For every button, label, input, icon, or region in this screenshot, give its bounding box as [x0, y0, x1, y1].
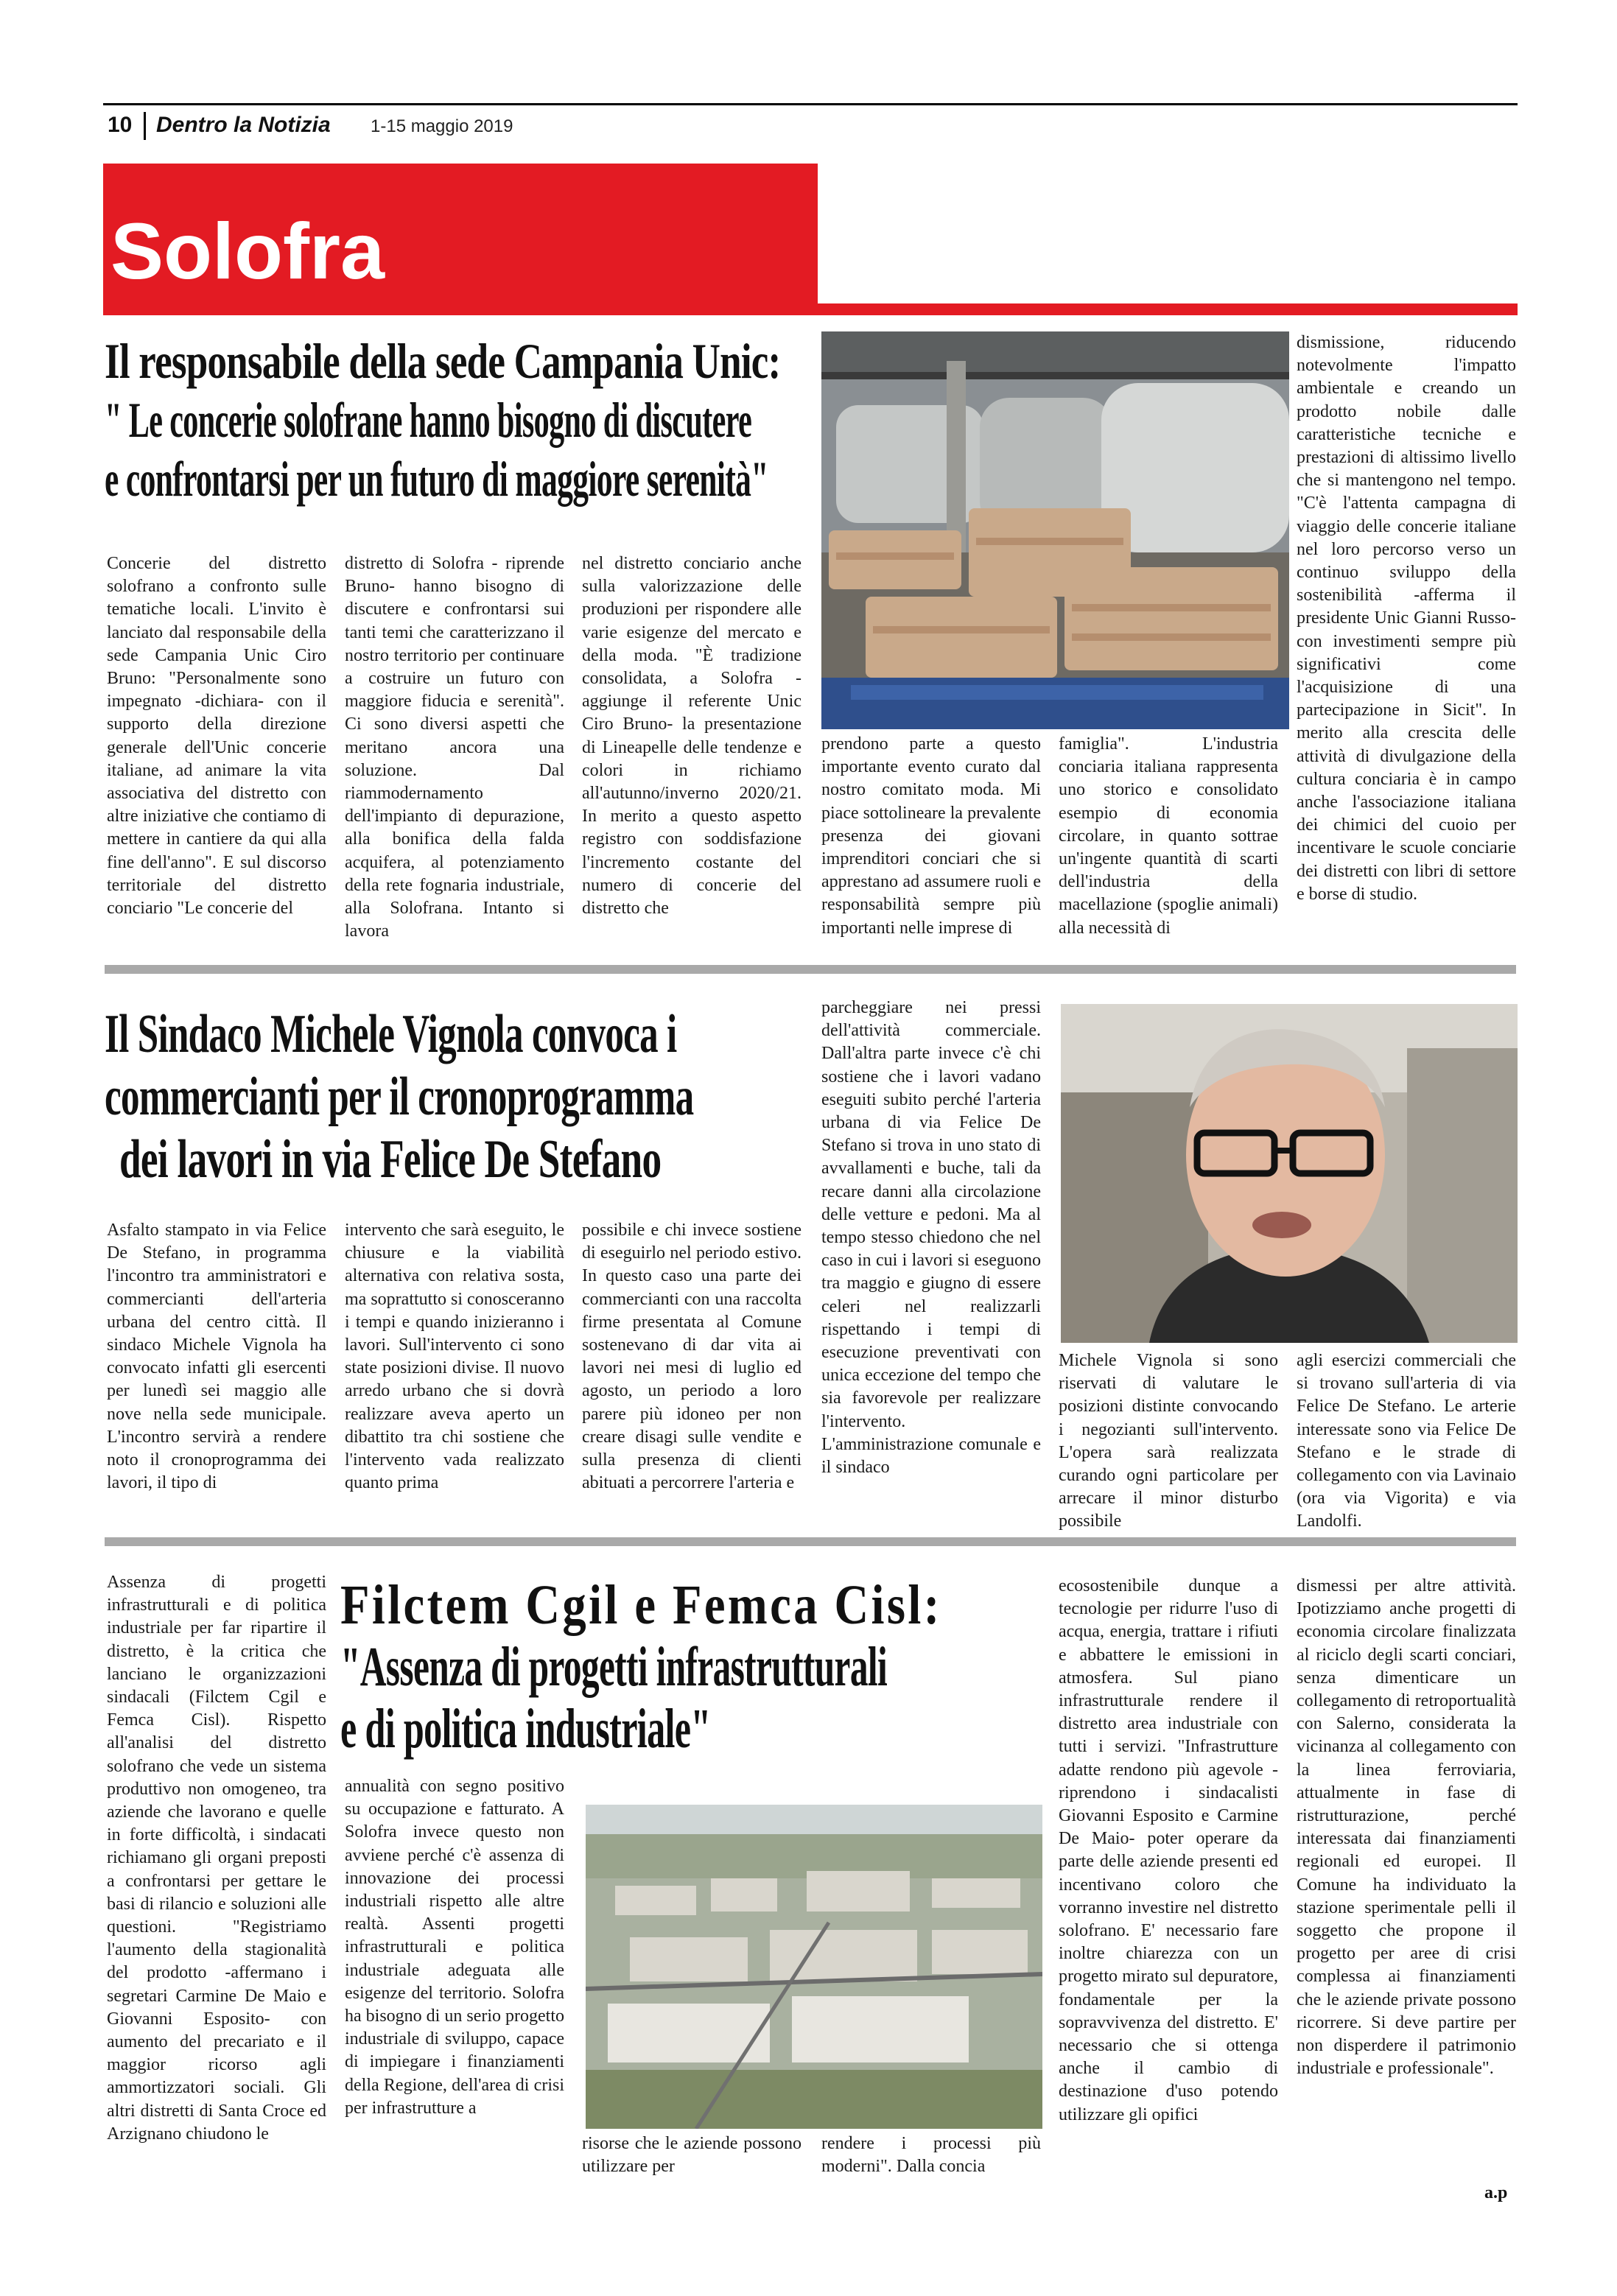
section-divider-1 [105, 965, 1516, 974]
page-number: 10 [108, 113, 133, 137]
article2-headline-line1: Il Sindaco Michele Vignola convoca i [105, 1004, 677, 1064]
header-top-rule [103, 103, 1518, 105]
article2-headline-line3: dei lavori in via Felice De Stefano [119, 1129, 662, 1190]
industrial-area-photo [586, 1805, 1042, 2129]
tannery-photo [821, 331, 1289, 729]
article2-headline-line2: commercianti per il cronoprogramma [105, 1067, 694, 1127]
tannery-photo-illustration [821, 331, 1289, 729]
article3-headline-line1: Filctem Cgil e Femca Cisl: [340, 1574, 942, 1636]
article3-col1: Assenza di progetti infrastrutturali e di politica industriale per far ripartire il distretto, è la critica che lanciano le organizzazioni sindacali (Filctem Cgil e Femca Cisl). Rispetto all'analisi del distretto solofrano che vede un sistema produttivo non omogeneo, tra aziende che lavorano e quelle in forte difficoltà, i sindacati richiamano gli organi preposti a confrontarsi per gettare le basi di rilancio e soluzioni alle questioni. "Registriamo l'aumento della stagionalità del prodotto -affermano i segretari Carmine De Maio e Giovanni Esposito- con aumento del precariato e il maggior ricorso agli ammortizzatori sociali. Gli altri distretti di Santa Croce ed Arzignano chiudono le [107, 1573, 326, 2144]
article3-col3: risorse che le aziende possono utilizzare per [582, 2134, 802, 2177]
article2-col5: Michele Vignola si sono riservati di valutare le posizioni distinte convocando i negozianti sull'intervento. L'opera sarà realizzata curando ogni particolare per arrecare il minor disturbo possibile [1059, 1351, 1278, 1531]
article1-headline-line3: e confrontarsi per un futuro di maggiore serenità" [105, 451, 768, 507]
article3-headline-line3: e di politica industriale" [340, 1698, 711, 1760]
section-divider-2 [105, 1537, 1516, 1546]
article3-headline-line2: "Assenza di progetti infrastrutturali [340, 1636, 888, 1698]
publication-name: Dentro la Notizia [156, 113, 331, 137]
header-separator [144, 112, 146, 140]
industrial-area-illustration [586, 1805, 1042, 2129]
article2-col6: agli esercizi commerciali che si trovano sull'arteria di via Felice De Stefano. Le arterie interessate sono via Felice De Stefano e le strade di collegamento con via Lavinaio (ora via Vigorita) e via Landolfi. [1297, 1351, 1516, 1531]
article1-col3: nel distretto conciario anche sulla valorizzazione delle produzioni per rispondere alle varie esigenze del mercato e della moda. "È tradizione consolidata, a Solofra - aggiunge il referente Unic Ciro Bruno- la presentazione di Lineapelle delle tendenze e colori in richiamo all'autunno/inverno 2020/21. In merito a questo aspetto registro con soddisfazione l'incremento costante del numero di concerie del distretto che [582, 554, 802, 919]
article2-col3: possibile e chi invece sostiene di eseguirlo nel periodo estivo. In questo caso una parte dei commercianti con una raccolta firme presentata al Comune sostenevano di dar vita ai lavori nei mesi di luglio ed agosto, un periodo a loro parere più idoneo per non creare disagi sulle vendite e sulla presenza di clienti abituati a percorrere l'arteria e [582, 1221, 802, 1493]
article1-col5: famiglia". L'industria conciaria italiana rappresenta uno storico e consolidato esempio di economia circolare, in quanto sottrae un'ingente quantità di scarti dell'industria della macellazione (spoglie animali) alla necessità di [1059, 734, 1278, 938]
article2-col1: Asfalto stampato in via Felice De Stefano, in programma l'incontro tra amministratori e commercianti dell'arteria urbana del centro città. Il sindaco Michele Vignola ha convocato infatti gli esercenti per lunedì sei maggio alle nove nella sede municipale. L'incontro servirà a rendere noto il cronoprogramma dei lavori, il tipo di [107, 1221, 326, 1493]
article2-col4: parcheggiare nei pressi dell'attività commerciale. Dall'altra parte invece c'è chi sostiene che i lavori vadano eseguiti subito perché l'arteria urbana di via Felice De Stefano si trova in uno stato di avvallamenti e buche, tali da recare danni alla circolazione delle vetture e pedoni. Ma al tempo stesso chiedono che nel caso in cui i lavori si eseguono tra maggio e giugno di essere celeri nel realizzarli rispettando i tempi di esecuzione preventivati con unica eccezione del tempo che sia favorevole per realizzare l'intervento. L'amministrazione comunale e il sindaco [821, 998, 1041, 1478]
article1-headline-line2: " Le concerie solofrane hanno bisogno di discutere [105, 392, 752, 448]
article1-col4: prendono parte a questo importante evento curato dal nostro comitato moda. Mi piace sottolineare la prevalente presenza dei giovani imprenditori conciari che si apprestano ad assumere ruoli e responsabilità sempre più importanti nelle imprese di [821, 734, 1041, 938]
section-title: Solofra [111, 206, 385, 295]
article1-col1: Concerie del distretto solofrano a confronto sulle tematiche locali. L'invito è lanciato dal responsabile della sede Campania Unic Ciro Bruno: "Personalmente sono impegnato -dichiara- con il supporto della direzione generale dell'Unic concerie italiane, ad animare la vita associativa del distretto con altre iniziative che contiamo di mettere in cantiere da qui alla fine dell'anno". E sul discorso territoriale del distretto conciario "Le concerie del [107, 554, 326, 919]
article3-col2: annualità con segno positivo su occupazione e fatturato. A Solofra invece questo non avviene perché c'è assenza di innovazione dei processi industriali rispetto alle altre realtà. Assenti progetti infrastrutturali e politica industriale adeguata alle esigenze del territorio. Solofra ha bisogno di un serio progetto industriale di sviluppo, capace di impiegare i finanziamenti della Regione, dell'area di crisi per infrastrutture a [345, 1777, 564, 2118]
article3-col4: rendere i processi più moderni". Dalla concia [821, 2134, 1041, 2177]
article1-headline-line1: Il responsabile della sede Campania Unic: [105, 333, 781, 389]
article1-col6: dismissione, riducendo notevolmente l'impatto ambientale e creando un prodotto nobile dalle caratteristiche tecniche e prestazioni di altissimo livello che si mantengono nel tempo. "C'è l'attenta campagna di viaggio delle concerie italiane nel loro percorso verso un continuo sviluppo della sostenibilità -afferma il presidente Unic Gianni Russo- con investimenti sempre più significativi come l'acquisizione di una partecipazione in Sicit". In merito alla crescita delle attività di divulgazione della cultura conciaria è in campo anche l'associazione italiana dei chimici del cuoio per incentivare le scuole conciarie dei distretti con libri di settore e borse di studio. [1297, 333, 1516, 904]
article2-col2: intervento che sarà eseguito, le chiusure e la viabilità alternativa con relativa sosta, ma soprattutto si conosceranno i tempi e quando inizieranno i lavori. Sull'intervento ci sono state posizioni divise. Il nuovo arredo urbano che si dovrà realizzare aveva aperto un dibattito tra chi sostiene che l'intervento vada realizzato quanto prima [345, 1221, 564, 1493]
article1-col2: distretto di Solofra - riprende Bruno- hanno bisogno di discutere e confrontarsi sui tanti temi che caratterizzano il nostro territorio per continuare a costruire un futuro con maggiore fiducia e serenità". Ci sono diversi aspetti che meritano ancora una soluzione. Dal riammodernamento dell'impianto di depurazione, alla bonifica della falda acquifera, al potenziamento della rete fognaria industriale, alla Solofrana. Intanto si lavora [345, 554, 564, 941]
mayor-portrait-illustration [1061, 1004, 1518, 1343]
issue-date: 1-15 maggio 2019 [371, 116, 513, 136]
section-underline [818, 303, 1518, 315]
article3-signature: a.p [1484, 2183, 1508, 2202]
mayor-portrait-photo [1061, 1004, 1518, 1343]
article3-col6: dismessi per altre attività. Ipotizziamo anche progetti di economia circolare finalizzata al riciclo degli scarti conciari, senza dimenticare un collegamento di retroportualità con Salerno, considerata la vicinanza al collegamento con la linea ferroviaria, attualmente in fase di ristrutturazione, perché interessata dai finanziamenti regionali ed europei. Il Comune ha individuato la stazione sperimentale pelli il soggetto che propone il progetto per aree di crisi complessa ai finanziamenti che le aziende private possono ricorrere. Si deve partire per non disperdere il patrimonio industriale e professionale". [1297, 1576, 1516, 2079]
article3-col5: ecosostenibile dunque a tecnologie per ridurre l'uso di acqua, energia, trattare i rifiuti e abbattere le emissioni in atmosfera. Sul piano infrastrutturale rendere il distretto area industriale con tutti i servizi. "Infrastrutture adatte rendono più agevole -riprendono i sindacalisti Giovanni Esposito e Carmine De Maio- poter operare da parte delle aziende presenti ed incentivano coloro che vorranno investire nel distretto solofrano. E' necessario fare inoltre chiarezza con un progetto mirato sul depuratore, fondamentale per la sopravvivenza del distretto. E' necessario che si ottenga anche il cambio di destinazione d'uso potendo utilizzare gli opifici [1059, 1576, 1278, 2124]
